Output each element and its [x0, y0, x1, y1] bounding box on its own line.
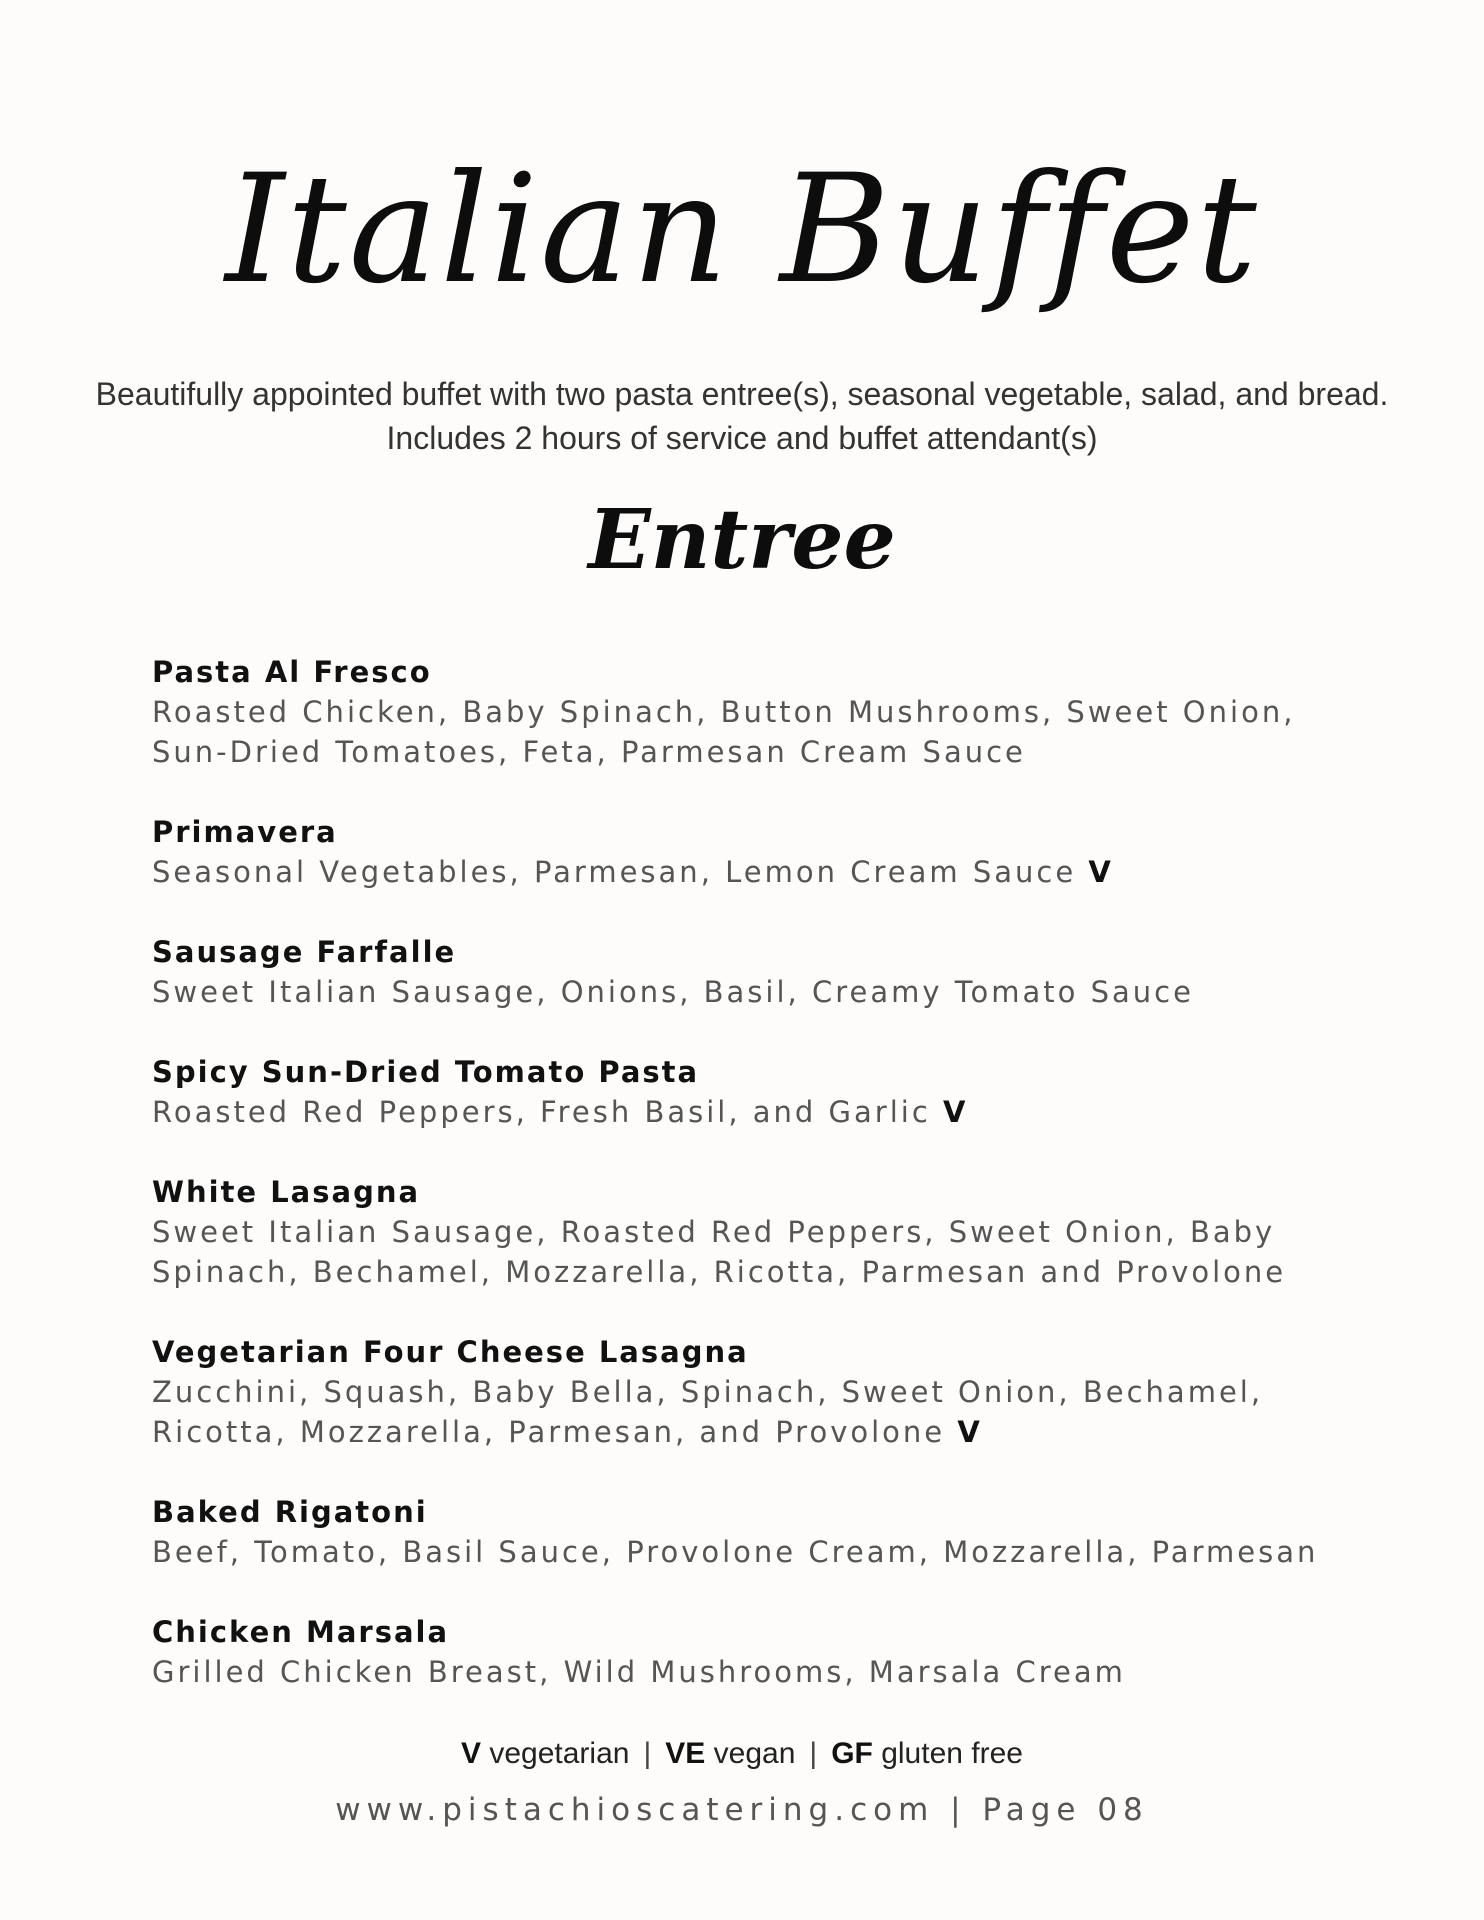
- intro-line-2: Includes 2 hours of service and buffet attendant(s): [386, 420, 1098, 456]
- legend-label: vegan: [713, 1737, 796, 1770]
- legend-code: V: [461, 1737, 482, 1770]
- menu-item: [152, 812, 1352, 892]
- menu-item-description: [152, 852, 1352, 892]
- vegetarian-badge: V: [943, 1095, 966, 1129]
- vegetarian-badge: V: [1088, 855, 1111, 889]
- menu-item-name: Primavera: [152, 815, 338, 849]
- menu-item-name: Sausage Farfalle: [152, 935, 457, 969]
- diet-legend: [0, 1734, 1484, 1774]
- menu-item-description: [152, 1372, 1352, 1452]
- page-title: Italian Buffet: [225, 143, 1259, 317]
- menu-item-name: Pasta Al Fresco: [152, 655, 432, 689]
- legend-code: VE: [665, 1737, 706, 1770]
- menu-item: [152, 1492, 1352, 1572]
- menu-item-description: [152, 1092, 1352, 1132]
- menu-item: [152, 652, 1352, 772]
- menu-item-description: [152, 972, 1352, 1012]
- intro-text: [0, 372, 1484, 460]
- menu-item-description: [152, 1212, 1352, 1292]
- menu-item: [152, 932, 1352, 1012]
- menu-item-name: Chicken Marsala: [152, 1615, 450, 1649]
- legend-label: gluten free: [881, 1737, 1023, 1770]
- menu-item-description-line: Sweet Italian Sausage, Roasted Red Peppers, Sweet Onion, Baby: [152, 1215, 1276, 1249]
- menu-item: [152, 1052, 1352, 1132]
- menu-item-description: [152, 692, 1352, 772]
- section-heading: Entree: [588, 492, 896, 588]
- menu-item-description-line: Sun-Dried Tomatoes, Feta, Parmesan Cream Sauce: [152, 735, 1026, 769]
- menu-item-name: Spicy Sun-Dried Tomato Pasta: [152, 1055, 700, 1089]
- menu-item-description-line: Roasted Red Peppers, Fresh Basil, and Garlic V: [152, 1095, 966, 1129]
- footer-url-page: www.pistachioscatering.com | Page 08: [335, 1792, 1149, 1828]
- menu-item: [152, 1172, 1352, 1292]
- menu-item-description: [152, 1652, 1352, 1692]
- menu-item-description-line: Roasted Chicken, Baby Spinach, Button Mushrooms, Sweet Onion,: [152, 695, 1296, 729]
- legend-label: vegetarian: [489, 1737, 630, 1770]
- menu-item-list: [152, 652, 1352, 1732]
- intro-line-1: Beautifully appointed buffet with two pasta entree(s), seasonal vegetable, salad, and bread.: [95, 376, 1389, 412]
- legend-separator: |: [643, 1737, 652, 1770]
- menu-item-description-line: Beef, Tomato, Basil Sauce, Provolone Cream, Mozzarella, Parmesan: [152, 1535, 1319, 1569]
- menu-item-description-line: Sweet Italian Sausage, Onions, Basil, Creamy Tomato Sauce: [152, 975, 1194, 1009]
- legend-code: GF: [831, 1737, 873, 1770]
- menu-item-name: Vegetarian Four Cheese Lasagna: [152, 1335, 749, 1369]
- menu-item-description-line: Grilled Chicken Breast, Wild Mushrooms, Marsala Cream: [152, 1655, 1126, 1689]
- legend-separator: |: [809, 1737, 818, 1770]
- menu-item-description-line: Spinach, Bechamel, Mozzarella, Ricotta, Parmesan and Provolone: [152, 1255, 1287, 1289]
- menu-item-name: Baked Rigatoni: [152, 1495, 428, 1529]
- menu-item-description: [152, 1532, 1352, 1572]
- menu-item-name: White Lasagna: [152, 1175, 421, 1209]
- menu-item-description-line: Seasonal Vegetables, Parmesan, Lemon Cream Sauce V: [152, 855, 1111, 889]
- menu-item: [152, 1332, 1352, 1452]
- vegetarian-badge: V: [957, 1415, 980, 1449]
- menu-item: [152, 1612, 1352, 1692]
- menu-item-description-line: Ricotta, Mozzarella, Parmesan, and Provolone V: [152, 1415, 980, 1449]
- menu-item-description-line: Zucchini, Squash, Baby Bella, Spinach, Sweet Onion, Bechamel,: [152, 1375, 1264, 1409]
